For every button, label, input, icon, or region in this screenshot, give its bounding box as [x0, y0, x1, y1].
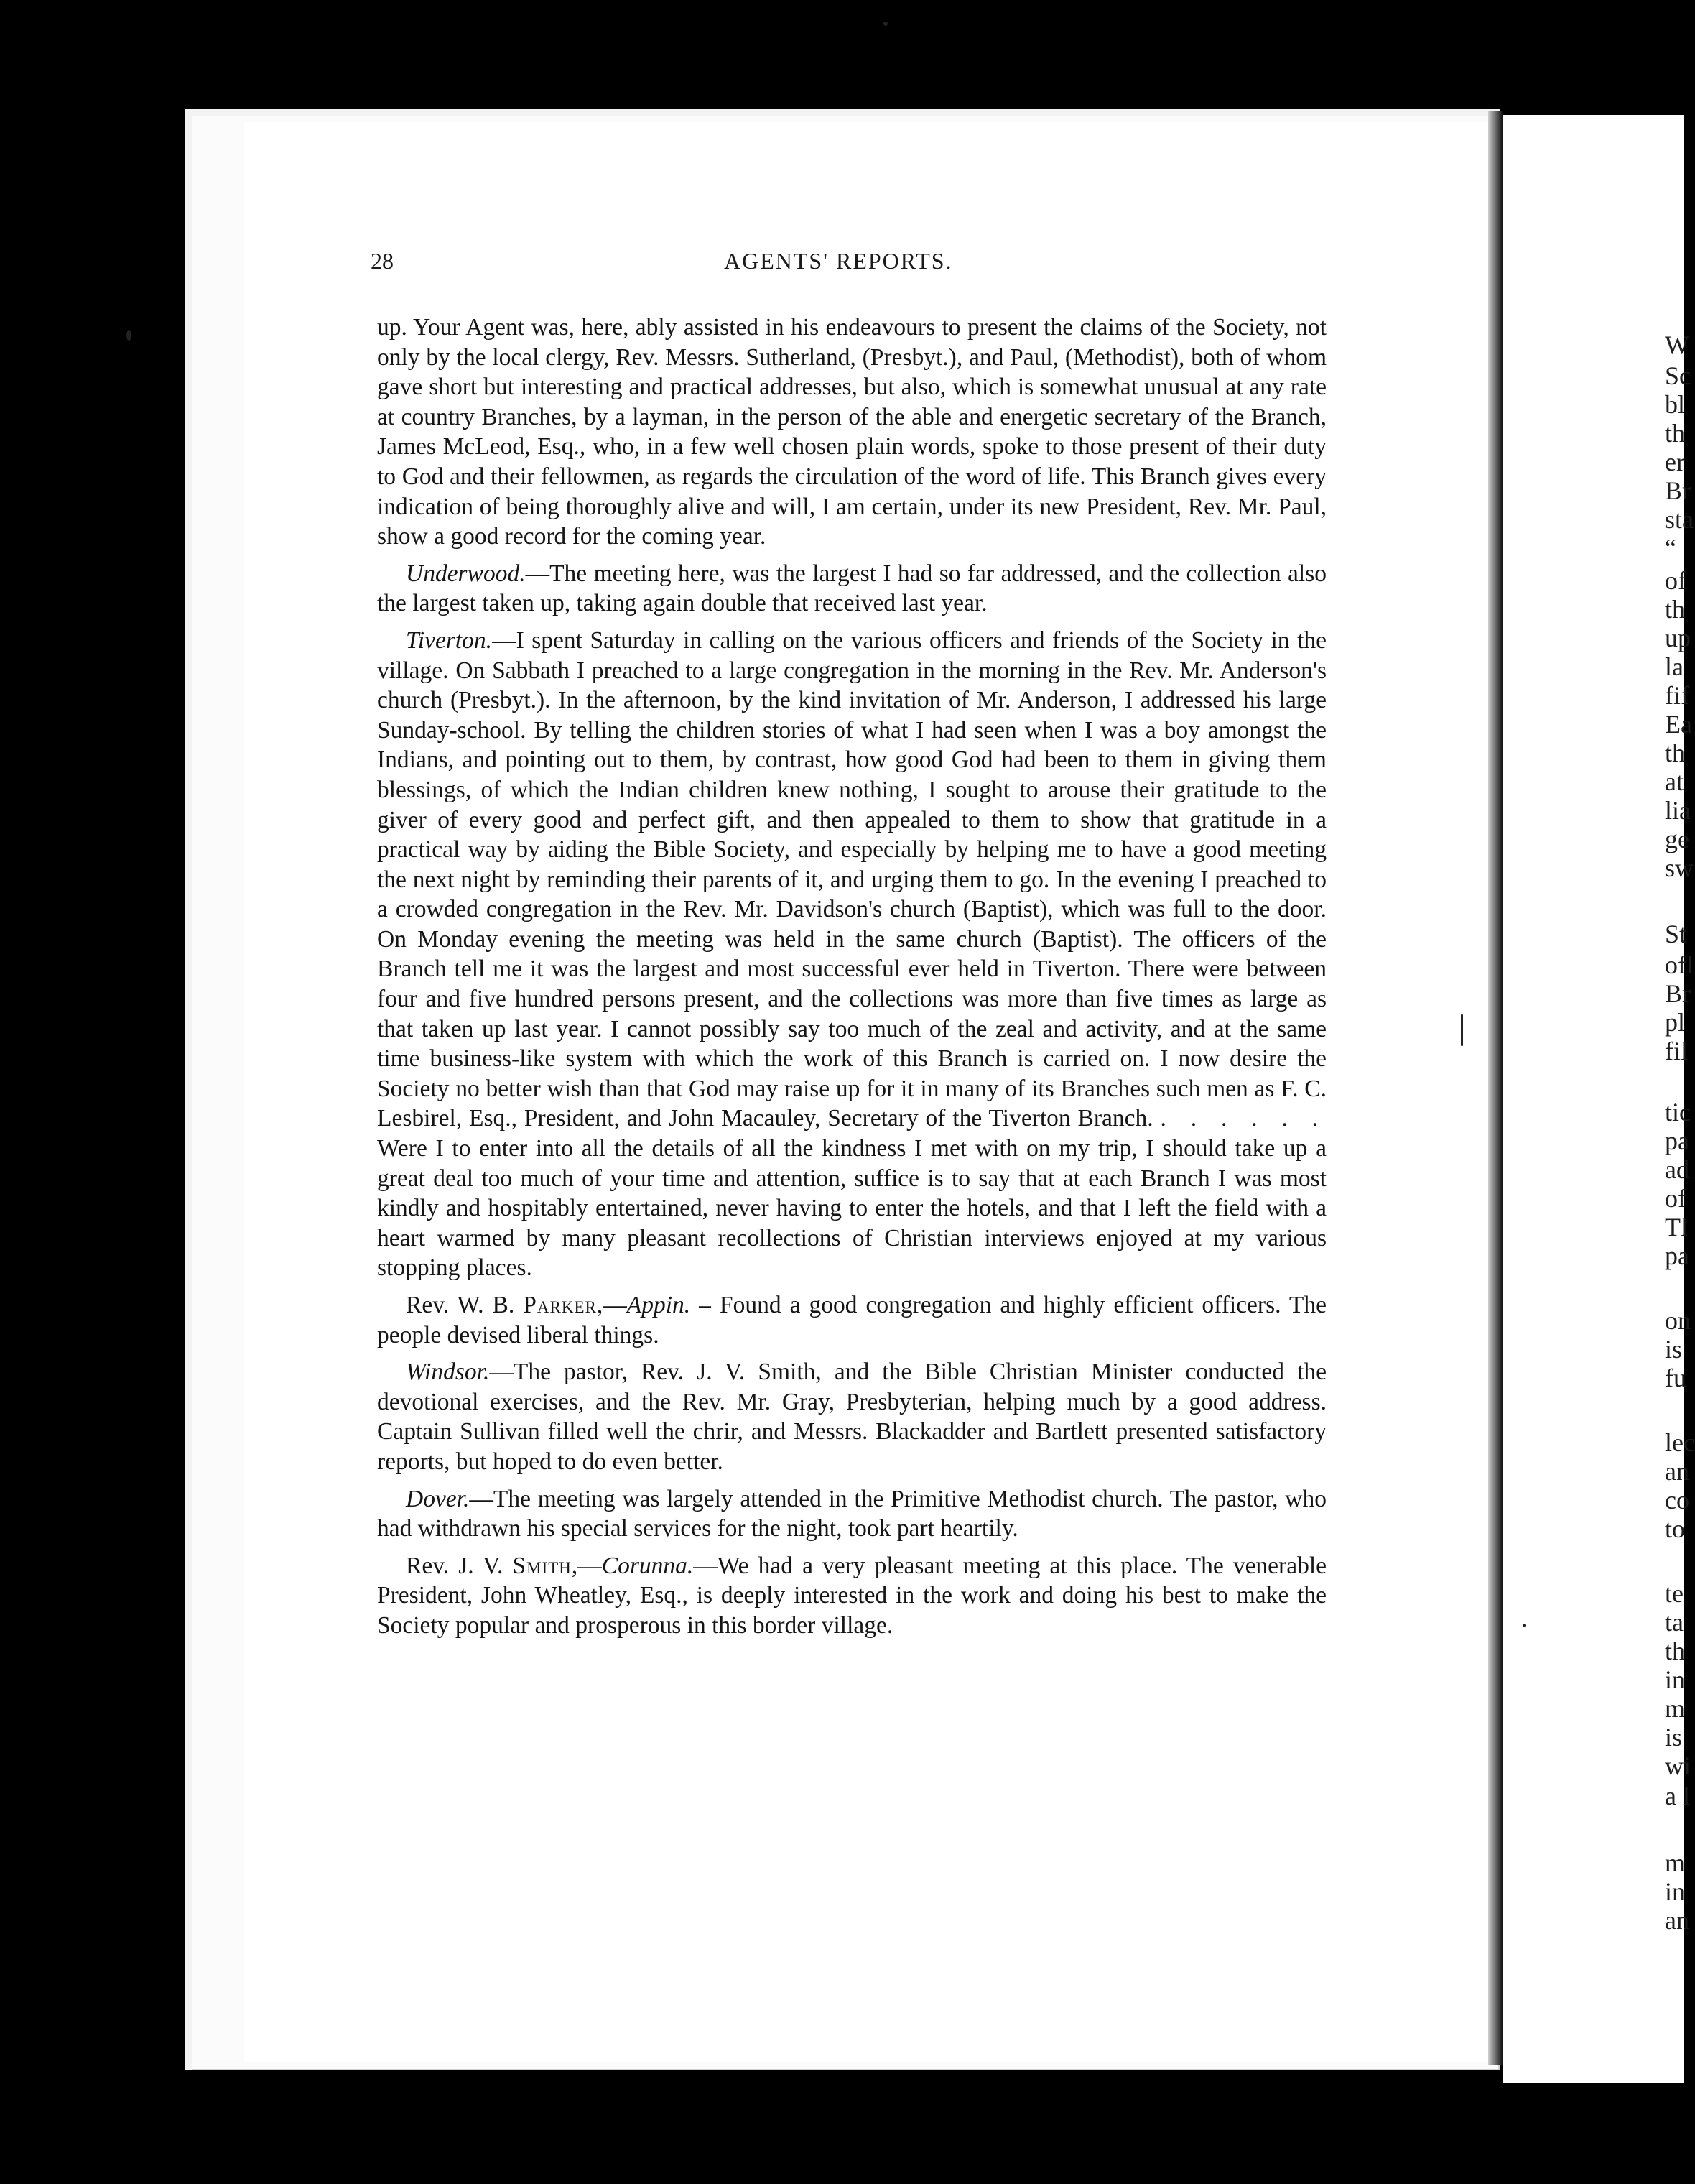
agent-name: Parker [523, 1292, 597, 1318]
facing-page-fragment: m [1665, 1848, 1686, 1877]
facing-page-fragment: of [1665, 1184, 1686, 1213]
paragraph-windsor [377, 1357, 1327, 1476]
paragraph-prefix: Rev. J. V. [406, 1552, 513, 1579]
facing-page-fragment: pl [1665, 1008, 1686, 1037]
place-name: Dover. [406, 1485, 470, 1512]
facing-page-fragment: ta [1665, 1608, 1684, 1637]
paragraph-appin [377, 1290, 1327, 1350]
scan-mark [883, 22, 888, 26]
facing-page-fragment: sta [1665, 505, 1694, 534]
facing-page-fragment: W [1665, 330, 1689, 359]
paragraph-dover [377, 1484, 1327, 1544]
facing-page-fragment: co [1665, 1486, 1689, 1514]
facing-page-fragment: is [1665, 1335, 1683, 1364]
facing-page-fragment: an [1665, 1906, 1689, 1935]
facing-page-fragment: on [1665, 1306, 1691, 1335]
facing-page-fragment: fu [1665, 1364, 1686, 1392]
place-name: Appin. [626, 1292, 691, 1318]
facing-page-fragment: sw [1665, 853, 1694, 882]
facing-page-fragment: th [1665, 419, 1686, 448]
facing-page-fragment: fil [1665, 1037, 1688, 1065]
facing-page [1503, 115, 1687, 2083]
facing-page-fragment: pa [1665, 1126, 1689, 1155]
facing-page-fragment: of [1665, 566, 1686, 595]
facing-page-fragment: tic [1665, 1098, 1691, 1126]
facing-page-fragment: th [1665, 739, 1686, 767]
facing-page-fragment: Br [1665, 476, 1691, 505]
facing-page-fragment: is [1665, 1723, 1683, 1752]
page-number: 28 [371, 248, 394, 274]
facing-page-fragment: in [1665, 1665, 1686, 1694]
ellipsis: . . . . . . [1160, 1105, 1327, 1132]
place-name: Corunna. [601, 1552, 694, 1579]
facing-page-fragment: m [1665, 1694, 1686, 1723]
facing-page-fragment: Ea [1665, 710, 1692, 739]
facing-page-fragment: “ [1665, 534, 1676, 563]
paragraph-1: up. Your Agent was, here, ably assisted in his endeavours to present the claims of the Society, not only by the local clergy, Rev. Messrs. Sutherland, (Presbyt.), and Paul, (Methodist), both of whom gave short but interesting and practical addresses, but also, which is somewhat unusual at any rate at country Branches, by a layman, in the person of the able and energetic secretary of the Branch, James McLeod, Esq., who, in a few well chosen plain words, spoke to those present of their duty to God and their fellowmen, as regards the circulation of the word of life. This Branch gives every indication of being thoroughly alive and will, I am certain, under its new President, Rev. Mr. Paul, show a good record for the coming year. [377, 314, 1327, 550]
facing-page-fragment: ad [1665, 1155, 1689, 1184]
paragraph-text: —The meeting here, was the largest I had so far addressed, and the collection also the largest taken up, taking again double that received last year. [377, 560, 1327, 617]
facing-page-fragment: in [1665, 1877, 1686, 1906]
facing-page-fragment: pa [1665, 1241, 1689, 1270]
facing-page-fragment: ge [1665, 825, 1689, 853]
facing-page-fragment: Sc [1665, 361, 1691, 390]
facing-page-fragment: lec [1665, 1428, 1695, 1457]
facing-page-fragment: a l [1665, 1782, 1690, 1810]
facing-page-fragment: th [1665, 595, 1686, 624]
paragraph-corunna [377, 1551, 1327, 1641]
separator: ,— [596, 1292, 627, 1318]
facing-page-fragment: th [1665, 1637, 1686, 1665]
agent-name: Smith [512, 1552, 572, 1579]
book-gutter [1488, 111, 1503, 2065]
facing-page-fragment: fif [1665, 681, 1689, 710]
place-name: Tiverton. [406, 626, 493, 654]
running-head: AGENTS' REPORTS. [724, 248, 953, 274]
facing-page-fragment: la [1665, 652, 1684, 681]
scan-mark [126, 330, 131, 341]
paragraph-prefix: Rev. W. B. [406, 1292, 524, 1318]
paragraph-text: —I spent Saturday in calling on the various officers and friends of the Society in the village. On Sabbath I preached to a large congregation in the morning in the Rev. Mr. Anderson's church (Presbyt.). In the afternoon, by the kind invitation of Mr. Anderson, I addressed his large Sunday-school. By telling the children stories of what I had seen when I was a boy amongst the Indians, and pointing out to them, by contrast, how good God had been to them in giving them blessings, of which the Indian children knew nothing, I sought to arouse their gratitude to the giver of every good and perfect gift, and then appealed to them to show that gratitude in a practical way by aiding the Bible Society, and especially by helping me to have a good meeting the next night by reminding their parents of it, and urging them to go. In the evening I preached to a crowded congregation in the Rev. Mr. Davidson's church (Baptist), which was full to the door. On Monday evening the meeting was held in the same church (Baptist). The officers of the Branch tell me it was the largest and most successful ever held in Tiverton. There were between four and five hundred persons present, and the collections was more than five times as large as that taken up last year. I cannot possibly say too much of the zeal and activity, and at the same time business-like system with which the work of this Branch is carried on. I now desire the Society no better wish than that God may raise up for it in many of its Branches such men as F. C. Lesbirel, Esq., President, and John Macauley, Secretary of the Tiverton Branch. [377, 626, 1327, 1132]
paragraph-underwood [377, 559, 1327, 619]
scan-mark [1461, 1014, 1463, 1046]
paragraph-text: Were I to enter into all the details of all the kindness I met with on my trip, I should take up a great deal too much of your time and attention, suffice is to say that at each Branch I was most kindly and hospitably entertained, never having to enter the hotels, and that I left the field with a heart warmed by many pleasant recollections of Christian interviews enjoyed at my various stopping places. [377, 1135, 1327, 1282]
facing-page-fragment: Tl [1665, 1213, 1688, 1241]
facing-page-fragment: bl [1665, 390, 1686, 419]
paragraph-tiverton [377, 626, 1327, 1283]
paragraph-text: —We had a very pleasant meeting at this place. The venerable President, John Wheatley, Esq., is deeply interested in the work and doing his best to make the Society popular and prosperous in this border village. [377, 1552, 1327, 1639]
facing-page-fragment: to [1665, 1514, 1686, 1543]
facing-page-fragment: er [1665, 448, 1685, 476]
paragraph-text: —The pastor, Rev. J. V. Smith, and the Bible Christian Minister conducted the devotional exercises, and the Rev. Mr. Gray, Presbyterian, helping much by a good address. Captain Sullivan filled well the chrir, and Messrs. Blackadder and Bartlett presented satisfactory reports, but hoped to do even better. [377, 1359, 1327, 1475]
paragraph-text: – Found a good congregation and highly efficient officers. The people devised liberal things. [377, 1292, 1327, 1348]
separator: ,— [571, 1552, 602, 1579]
paragraph-text: —The meeting was largely attended in the Primitive Methodist church. The pastor, who had withdrawn his special services for the night, took part heartily. [377, 1485, 1327, 1542]
facing-page-fragment: wi [1665, 1752, 1691, 1780]
facing-page-fragment: an [1665, 1457, 1689, 1486]
place-name: Windsor. [406, 1359, 490, 1386]
facing-page-fragment: at [1665, 767, 1684, 796]
facing-page-fragment: Br [1665, 979, 1691, 1008]
facing-page-fragment: te [1665, 1579, 1684, 1608]
facing-page-fragment: ofl [1665, 950, 1694, 979]
place-name: Underwood. [406, 560, 526, 587]
body-text [377, 313, 1327, 1641]
facing-page-fragment: St [1665, 920, 1687, 948]
facing-page-fragment: up [1665, 624, 1691, 652]
scan-mark [1523, 1624, 1526, 1627]
facing-page-fragment: lia [1665, 796, 1691, 825]
